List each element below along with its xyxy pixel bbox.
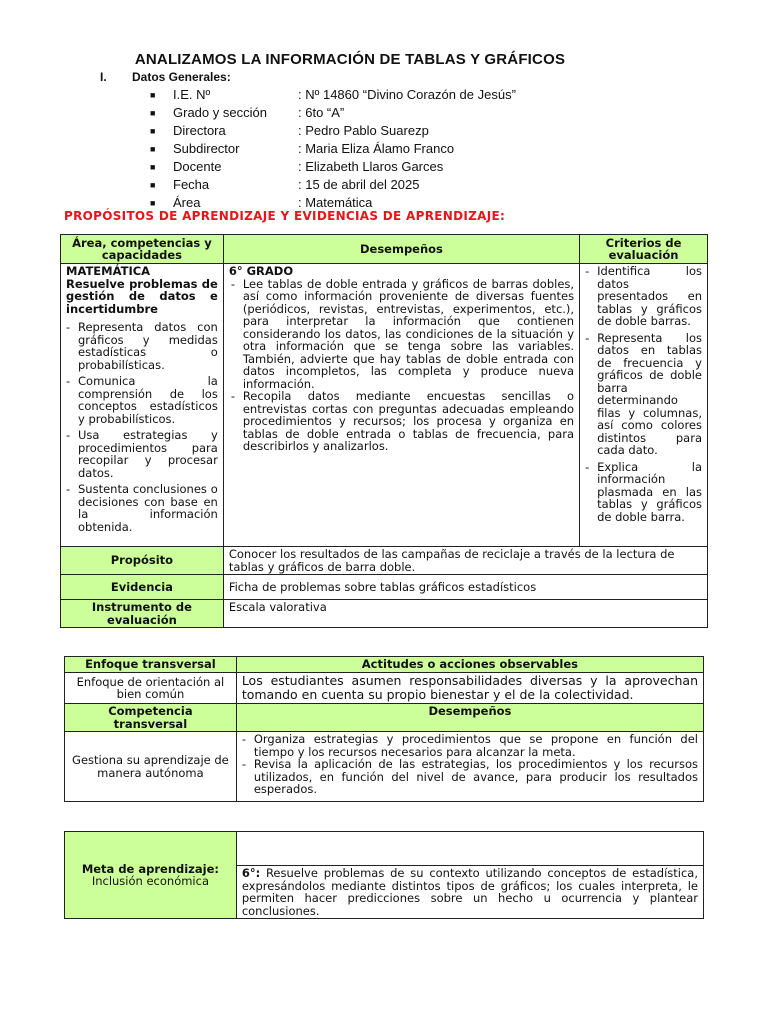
square-bullet-icon: ■ — [150, 162, 156, 172]
header-performances: Desempeños — [223, 235, 579, 264]
purpose-text: Conocer los resultados de las campañas de reciclaje a través de la lectura de tablas y gráficos de barra doble. — [223, 547, 707, 575]
field-value: : Maria Eliza Álamo Franco — [298, 141, 455, 156]
list-item: - Lee tablas de doble entrada y gráficos de barras dobles, así como información proveniente de diversas fuentes (periódicos, revistas, entrevistas, experimentos, etc.), para interpretar la información que contienen considerando los datos, las condiciones de la situación y otra información que se tenga sobre las variables. También, advierte que hay tablas de doble entrada con datos incompletos, las completa y produce nueva información. — [231, 278, 574, 391]
attitudes-text: Los estudiantes asumen responsabilidades diversas y la aprovechan tomando en cuenta su propio bienestar y el de la colectividad. — [236, 673, 703, 704]
header-performances: Desempeños — [236, 704, 703, 732]
field-label: Docente — [173, 159, 222, 174]
criteria-cell — [580, 264, 708, 547]
field-label: I.E. Nº — [173, 87, 211, 102]
field-value: : Elizabeth Llaros Garces — [298, 159, 444, 174]
list-item: - Recopila datos mediante encuestas sencillas o entrevistas cortas con preguntas adecuadas empleando procedimientos y recursos; los procesa y organiza en tablas de doble entrada o tablas de frecuencia, para describirlos y analizarlos. — [231, 390, 574, 453]
list-item: - Usa estrategias y procedimientos para recopilar y procesar datos. — [66, 429, 218, 479]
instrument-text: Escala valorativa — [223, 600, 707, 628]
transversal-table — [64, 656, 704, 802]
goal-sublabel: Inclusión económica — [91, 874, 209, 888]
page-title: ANALIZAMOS LA INFORMACIÓN DE TABLAS Y GRÁFICOS — [134, 51, 566, 68]
list-item: - Representa los datos en tablas de frecuencia y gráficos de doble barra determinando filas y columnas, así como colores distintos para cada dato. — [585, 332, 702, 457]
list-item: - Revisa la aplicación de las estrategias, los procedimientos y los recursos utilizados, en función del nivel de avance, para producir los resultados esperados. — [242, 758, 698, 796]
list-item: - Organiza estrategias y procedimientos que se propone en función del tiempo y los recursos necesarios para alcanzar la meta. — [242, 733, 698, 758]
header-attitudes: Actitudes o acciones observables — [236, 657, 703, 673]
field-value: : 6to “A” — [298, 105, 345, 120]
field-label: Área — [173, 195, 201, 210]
list-item: - Sustenta conclusiones o decisiones con base en la información obtenida. — [66, 483, 218, 533]
header-criteria: Criterios de evaluación — [580, 235, 708, 264]
section-number: I. — [100, 70, 107, 84]
goal-text: Resuelve problemas de su contexto utilizando conceptos de estadística, expresándolos mediante distintos tipos de gráficos; los cuales interpreta, le permiten hacer predicciones sobre un hecho u ocurrencia y plantear conclusiones. — [241, 866, 698, 918]
field-value: : Nº 14860 “Divino Corazón de Jesús” — [298, 87, 516, 102]
evidence-label: Evidencia — [61, 575, 224, 600]
goal-label: Meta de aprendizaje: — [81, 861, 219, 876]
list-item: - Identifica los datos presentados en tablas y gráficos de doble barras. — [585, 265, 702, 328]
goal-grade: 6°: — [241, 866, 261, 880]
square-bullet-icon: ■ — [150, 90, 156, 100]
field-label: Directora — [173, 123, 226, 138]
capacities-list — [66, 321, 218, 533]
criteria-list — [585, 265, 702, 523]
learning-goal-table — [64, 831, 704, 919]
field-value: : 15 de abril del 2025 — [298, 177, 420, 192]
square-bullet-icon: ■ — [150, 198, 156, 208]
field-label: Fecha — [173, 177, 210, 192]
area-name: MATEMÁTICA — [66, 264, 151, 278]
list-item: - Explica la información plasmada en las tablas y gráficos de doble barra. — [585, 461, 702, 524]
performances-cell — [223, 264, 579, 547]
header-area: Área, competencias y capacidades — [61, 235, 224, 264]
square-bullet-icon: ■ — [150, 108, 156, 118]
section-heading — [100, 70, 231, 84]
competence-cell — [61, 264, 224, 547]
field-value: : Matemática — [298, 195, 373, 210]
list-item: - Representa datos con gráficos y medidas estadísticas o probabilísticas. — [66, 321, 218, 371]
goal-label-cell — [65, 832, 237, 919]
competence-name: Resuelve problemas de gestión de datos e incertidumbre — [66, 276, 218, 316]
transversal-competence: Gestiona su aprendizaje de manera autónoma — [65, 732, 237, 802]
evidence-text: Ficha de problemas sobre tablas gráficos estadísticos — [223, 575, 707, 600]
field-label: Grado y sección — [173, 105, 267, 120]
purposes-heading: PROPÓSITOS DE APRENDIZAJE Y EVIDENCIAS DE APRENDIZAJE: — [64, 209, 506, 223]
performances-list — [242, 733, 698, 796]
transversal-performances-cell — [236, 732, 703, 802]
square-bullet-icon: ■ — [150, 144, 156, 154]
header-approach: Enfoque transversal — [65, 657, 237, 673]
instrument-label: Instrumento de evaluación — [61, 600, 224, 628]
performances-list — [231, 278, 574, 453]
goal-empty-cell — [236, 832, 703, 866]
goal-text-cell — [236, 866, 703, 919]
grade-label: 6° GRADO — [228, 264, 294, 278]
learning-purposes-table — [60, 234, 708, 628]
field-label: Subdirector — [173, 141, 240, 156]
header-competence: Competencia transversal — [65, 704, 237, 732]
list-item: - Comunica la comprensión de los conceptos estadísticos y probabilísticos. — [66, 375, 218, 425]
section-label: Datos Generales: — [132, 70, 231, 84]
square-bullet-icon: ■ — [150, 126, 156, 136]
approach-name: Enfoque de orientación al bien común — [65, 673, 237, 704]
field-value: : Pedro Pablo Suarezp — [298, 123, 429, 138]
purpose-label: Propósito — [61, 547, 224, 575]
square-bullet-icon: ■ — [150, 180, 156, 190]
